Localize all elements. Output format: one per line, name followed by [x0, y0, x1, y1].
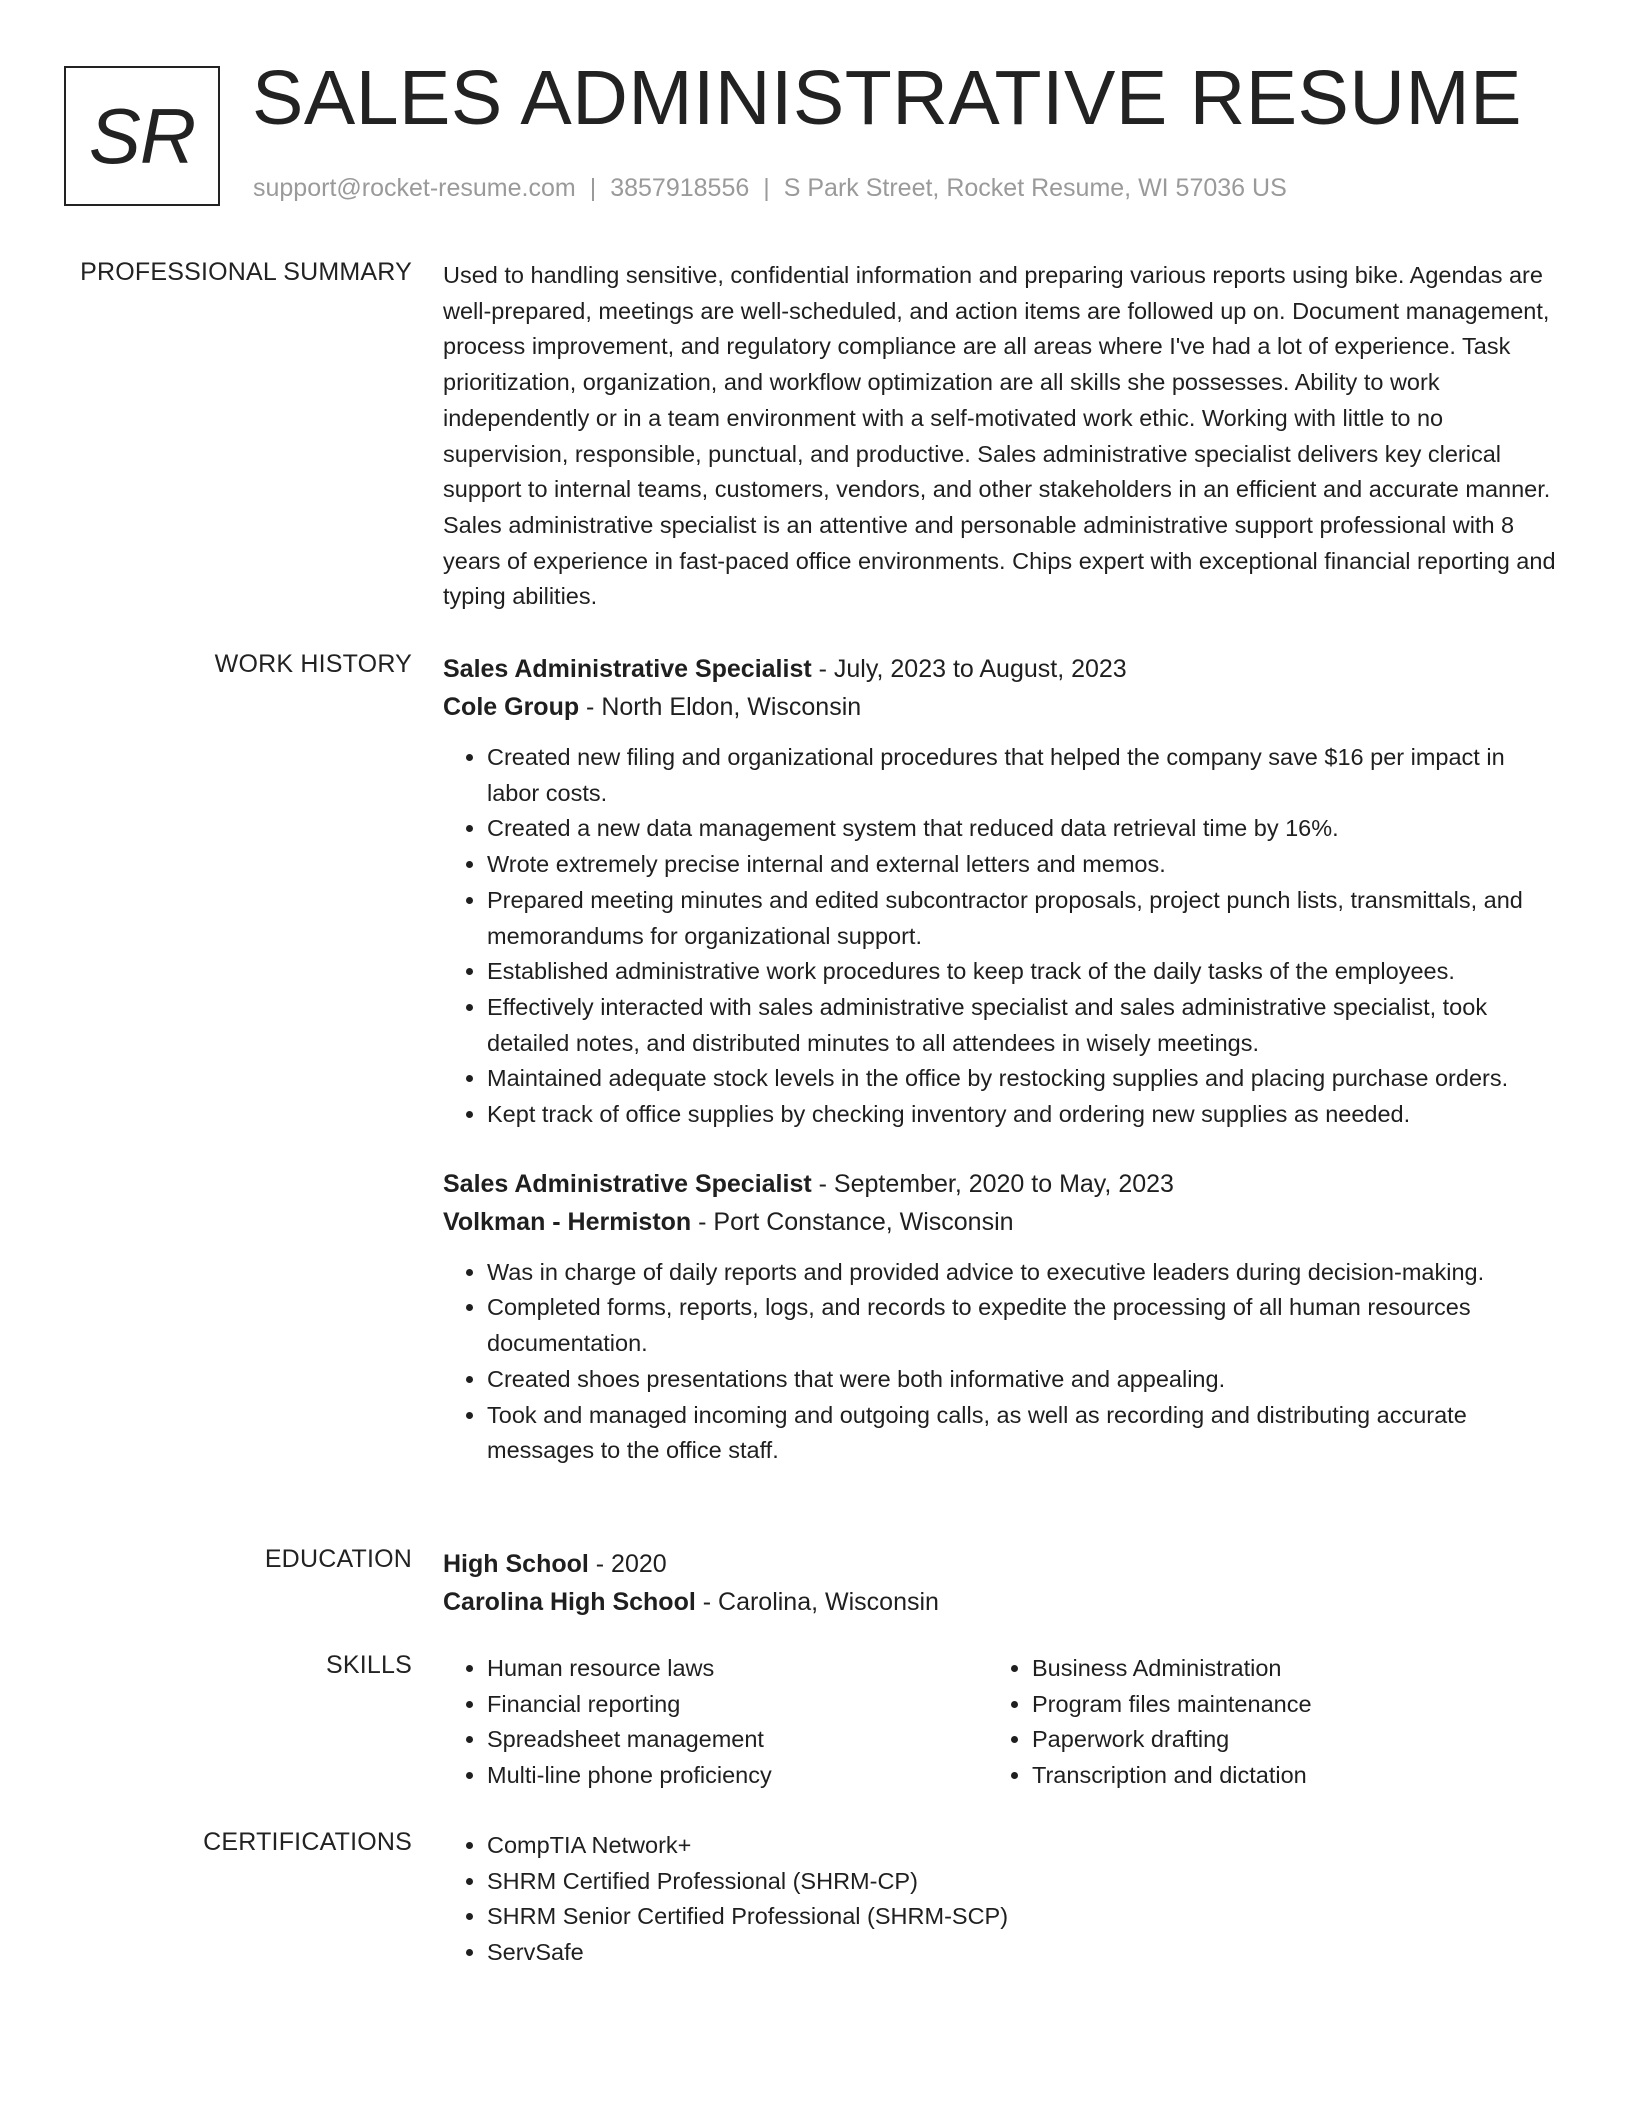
- job-title-line: [443, 650, 1561, 688]
- job-bullet: • Created a new data management system that reduced data retrieval time by 16%.: [487, 811, 1561, 847]
- skills-column-left: [443, 1651, 988, 1794]
- summary-text: Used to handling sensitive, confidential information and preparing various reports using bike. Agendas are well-prepared, meetings are well-scheduled, and action items are followed up on. Document management, process improvement, and regulatory compliance are all areas where I've had a lot of experience. Task prioritization, organization, and workflow optimization are all skills she possesses. Ability to work independently or in a team environment with a self-motivated work ethic. Working with little to no supervision, responsible, punctual, and productive. Sales administrative specialist delivers key clerical support to internal teams, customers, vendors, and other stakeholders in an efficient and accurate manner. Sales administrative specialist is an attentive and personable administrative support professional with 8 years of experience in fast-paced office environments. Chips expert with exceptional financial reporting and typing abilities.: [443, 262, 1556, 610]
- education-degree: High School: [443, 1550, 589, 1578]
- contact-line: [253, 174, 1287, 203]
- skill-item: • Paperwork drafting: [1032, 1722, 1533, 1758]
- skill-item: • Business Administration: [1032, 1651, 1533, 1687]
- skill-item: • Multi-line phone proficiency: [487, 1758, 988, 1794]
- contact-separator: |: [589, 174, 597, 202]
- skills-column-right: [988, 1651, 1533, 1794]
- job-bullet: • Wrote extremely precise internal and external letters and memos.: [487, 847, 1561, 883]
- certification-item: • ServSafe: [487, 1935, 1561, 1971]
- job-bullets: [443, 740, 1561, 1133]
- certification-item: • CompTIA Network+: [487, 1828, 1561, 1864]
- section-label-certifications: CERTIFICATIONS: [203, 1828, 412, 1856]
- job-bullet: • Created shoes presentations that were both informative and appealing.: [487, 1362, 1561, 1398]
- job-dates: - July, 2023 to August, 2023: [811, 655, 1127, 683]
- job-bullet: • Completed forms, reports, logs, and records to expedite the processing of all human resources documentation.: [487, 1290, 1561, 1361]
- job-company-line: [443, 688, 1561, 726]
- job-bullet: • Prepared meeting minutes and edited subcontractor proposals, project punch lists, transmittals, and memorandums for organizational support.: [487, 883, 1561, 954]
- job-dates: - September, 2020 to May, 2023: [811, 1169, 1174, 1198]
- education-school-line: [443, 1583, 1561, 1621]
- summary-content: [443, 258, 1561, 615]
- education-content: [443, 1545, 1561, 1621]
- education-year: - 2020: [588, 1550, 667, 1578]
- job-bullets: [443, 1255, 1561, 1469]
- section-label-education: EDUCATION: [264, 1545, 412, 1573]
- work-history-content: [443, 650, 1561, 1469]
- job-company: Volkman - Hermiston: [443, 1207, 692, 1236]
- skills-grid: [443, 1651, 1561, 1794]
- contact-email: support@rocket-resume.com: [253, 174, 576, 202]
- job-bullet: • Effectively interacted with sales administrative specialist and sales administrative specialist, took detailed notes, and distributed minutes to all attendees in wisely meetings.: [487, 990, 1561, 1061]
- skills-content: [443, 1651, 1561, 1794]
- section-label-summary: PROFESSIONAL SUMMARY: [80, 258, 412, 286]
- job-title-line: [443, 1165, 1561, 1203]
- job-entry: [443, 1165, 1561, 1469]
- section-label-skills: SKILLS: [326, 1651, 412, 1679]
- skill-item: • Transcription and dictation: [1032, 1758, 1533, 1794]
- job-bullet: • Kept track of office supplies by checking inventory and ordering new supplies as needed.: [487, 1097, 1561, 1133]
- job-company-line: [443, 1203, 1561, 1241]
- job-entry: [443, 650, 1561, 1133]
- job-bullet: • Was in charge of daily reports and provided advice to executive leaders during decision-making.: [487, 1255, 1561, 1291]
- skill-item: • Financial reporting: [487, 1687, 988, 1723]
- job-company: Cole Group: [443, 693, 580, 721]
- job-title: Sales Administrative Specialist: [443, 655, 812, 683]
- resume-title: SALES ADMINISTRATIVE RESUME: [252, 55, 1523, 141]
- certification-list: [443, 1828, 1561, 1971]
- skill-item: • Spreadsheet management: [487, 1722, 988, 1758]
- job-location: - North Eldon, Wisconsin: [579, 693, 862, 721]
- education-school: Carolina High School: [443, 1588, 696, 1616]
- job-bullet: • Created new filing and organizational procedures that helped the company save $16 per impact in labor costs.: [487, 740, 1561, 811]
- job-title: Sales Administrative Specialist: [443, 1169, 812, 1198]
- skill-item: • Human resource laws: [487, 1651, 988, 1687]
- contact-phone: 3857918556: [610, 174, 750, 202]
- certification-item: • SHRM Senior Certified Professional (SHRM-SCP): [487, 1899, 1561, 1935]
- job-bullet: • Maintained adequate stock levels in the office by restocking supplies and placing purchase orders.: [487, 1061, 1561, 1097]
- certification-item: • SHRM Certified Professional (SHRM-CP): [487, 1864, 1561, 1900]
- job-bullet: • Established administrative work procedures to keep track of the daily tasks of the employees.: [487, 954, 1561, 990]
- education-location: - Carolina, Wisconsin: [695, 1588, 939, 1616]
- certifications-content: [443, 1828, 1561, 1971]
- skill-item: • Program files maintenance: [1032, 1687, 1533, 1723]
- job-bullet: • Took and managed incoming and outgoing calls, as well as recording and distributing accurate messages to the office staff.: [487, 1398, 1561, 1469]
- job-location: - Port Constance, Wisconsin: [691, 1207, 1014, 1236]
- education-degree-line: [443, 1545, 1561, 1583]
- section-label-work-history: WORK HISTORY: [214, 650, 412, 678]
- contact-separator: |: [763, 174, 770, 202]
- monogram-logo: SR: [64, 66, 220, 206]
- contact-address: S Park Street, Rocket Resume, WI 57036 US: [783, 174, 1287, 202]
